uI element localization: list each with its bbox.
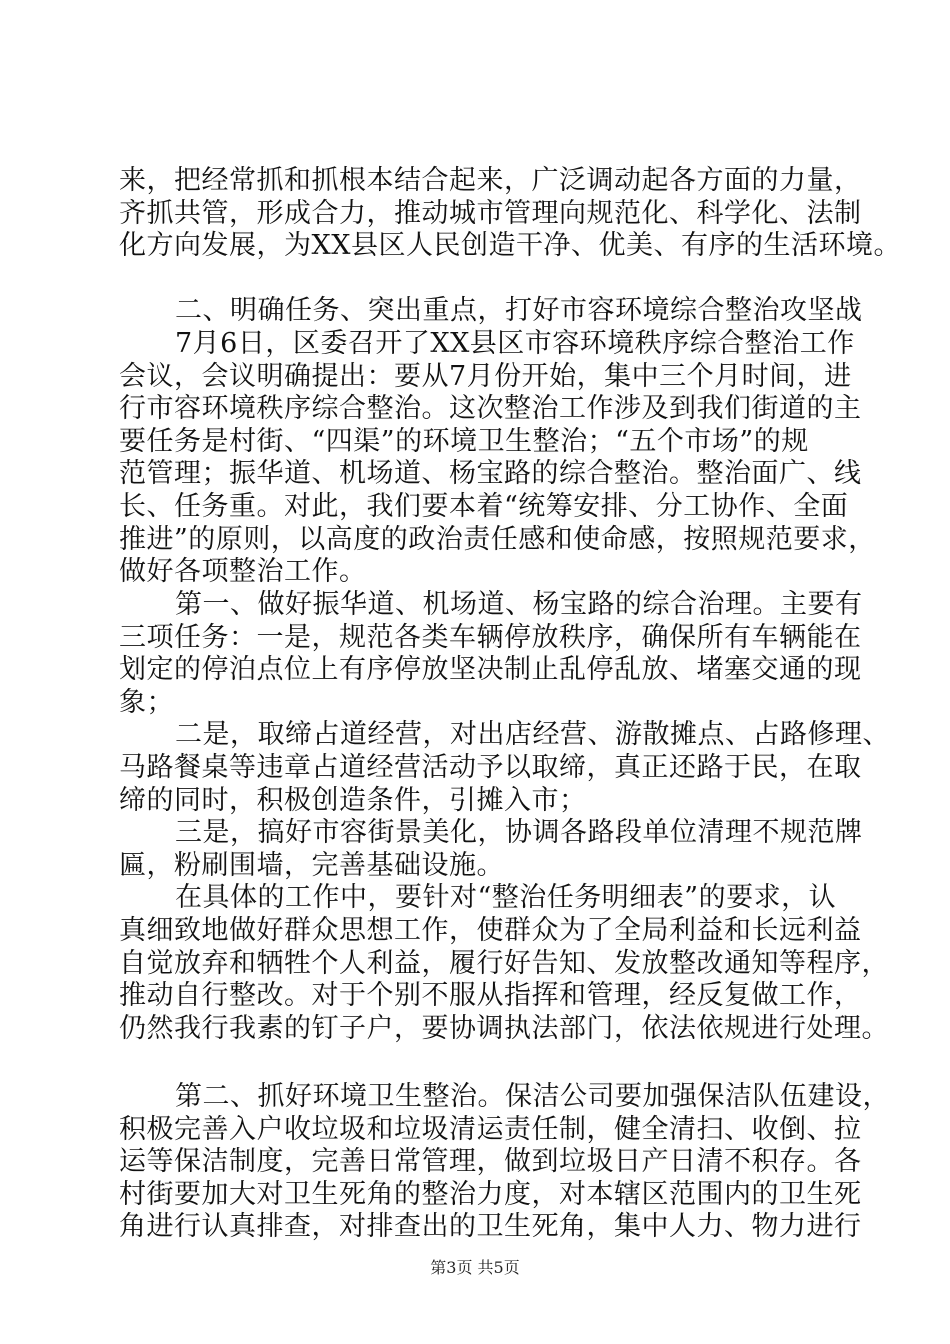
text-line: 第一、做好振华道、机场道、杨宝路的综合治理。主要有	[175, 589, 863, 620]
text-line: 来，把经常抓和抓根本结合起来，广泛调动起各方面的力量，	[119, 165, 862, 196]
text-line: 做好各项整治工作。	[119, 556, 367, 587]
page-footer: 第3页 共5页	[430, 1258, 520, 1277]
text-line: 匾，粉刷围墙，完善基础设施。	[119, 850, 504, 881]
text-line: 行市容环境秩序综合整治。这次整治工作涉及到我们街道的主	[119, 393, 862, 424]
text-line: 齐抓共管，形成合力，推动城市管理向规范化、科学化、法制	[119, 198, 862, 229]
section-heading: 二、明确任务、突出重点，打好市容环境综合整治攻坚战	[175, 295, 863, 326]
text-line: 推进”的原则，以高度的政治责任感和使命感，按照规范要求，	[119, 524, 876, 555]
text-line: 缔的同时，积极创造条件，引摊入市；	[119, 785, 587, 816]
text-line: 范管理；振华道、机场道、杨宝路的综合整治。整治面广、线	[119, 458, 862, 489]
text-line: 在具体的工作中，要针对“整治任务明细表”的要求，认	[175, 882, 837, 913]
text-line: 会议，会议明确提出：要从7月份开始，集中三个月时间，进	[119, 361, 852, 392]
text-line: 三项任务：一是，规范各类车辆停放秩序，确保所有车辆能在	[119, 622, 862, 653]
text-line: 象；	[119, 687, 174, 718]
text-line: 长、任务重。对此，我们要本着“统筹安排、分工协作、全面	[119, 491, 849, 522]
text-line: 马路餐桌等违章占道经营活动予以取缔，真正还路于民，在取	[119, 752, 862, 783]
text-line: 推动自行整改。对于个别不服从指挥和管理，经反复做工作，	[119, 980, 862, 1011]
text-line: 角进行认真排查，对排查出的卫生死角，集中人力、物力进行	[119, 1211, 862, 1242]
text-line: 村街要加大对卫生死角的整治力度，对本辖区范围内的卫生死	[119, 1179, 862, 1210]
text-line: 三是，搞好市容街景美化，协调各路段单位清理不规范牌	[175, 817, 863, 848]
text-line: 自觉放弃和牺牲个人利益，履行好告知、发放整改通知等程序，	[119, 948, 889, 979]
text-line: 真细致地做好群众思想工作，使群众为了全局利益和长远利益	[119, 915, 862, 946]
text-line: 7月6日，区委召开了XX县区市容环境秩序综合整治工作	[175, 328, 855, 359]
text-line: 要任务是村街、“四渠”的环境卫生整治；“五个市场”的规	[119, 426, 809, 457]
text-line: 第二、抓好环境卫生整治。保洁公司要加强保洁队伍建设，	[175, 1081, 890, 1112]
text-line: 运等保洁制度，完善日常管理，做到垃圾日产日清不积存。各	[119, 1146, 862, 1177]
text-line: 仍然我行我素的钉子户，要协调执法部门，依法依规进行处理。	[119, 1013, 889, 1044]
text-line: 积极完善入户收垃圾和垃圾清运责任制，健全清扫、收倒、拉	[119, 1114, 862, 1145]
text-line: 划定的停泊点位上有序停放坚决制止乱停乱放、堵塞交通的现	[119, 654, 862, 685]
text-line: 化方向发展，为XX县区人民创造干净、优美、有序的生活环境。	[119, 230, 901, 261]
text-line: 二是，取缔占道经营，对出店经营、游散摊点、占路修理、	[175, 719, 890, 750]
